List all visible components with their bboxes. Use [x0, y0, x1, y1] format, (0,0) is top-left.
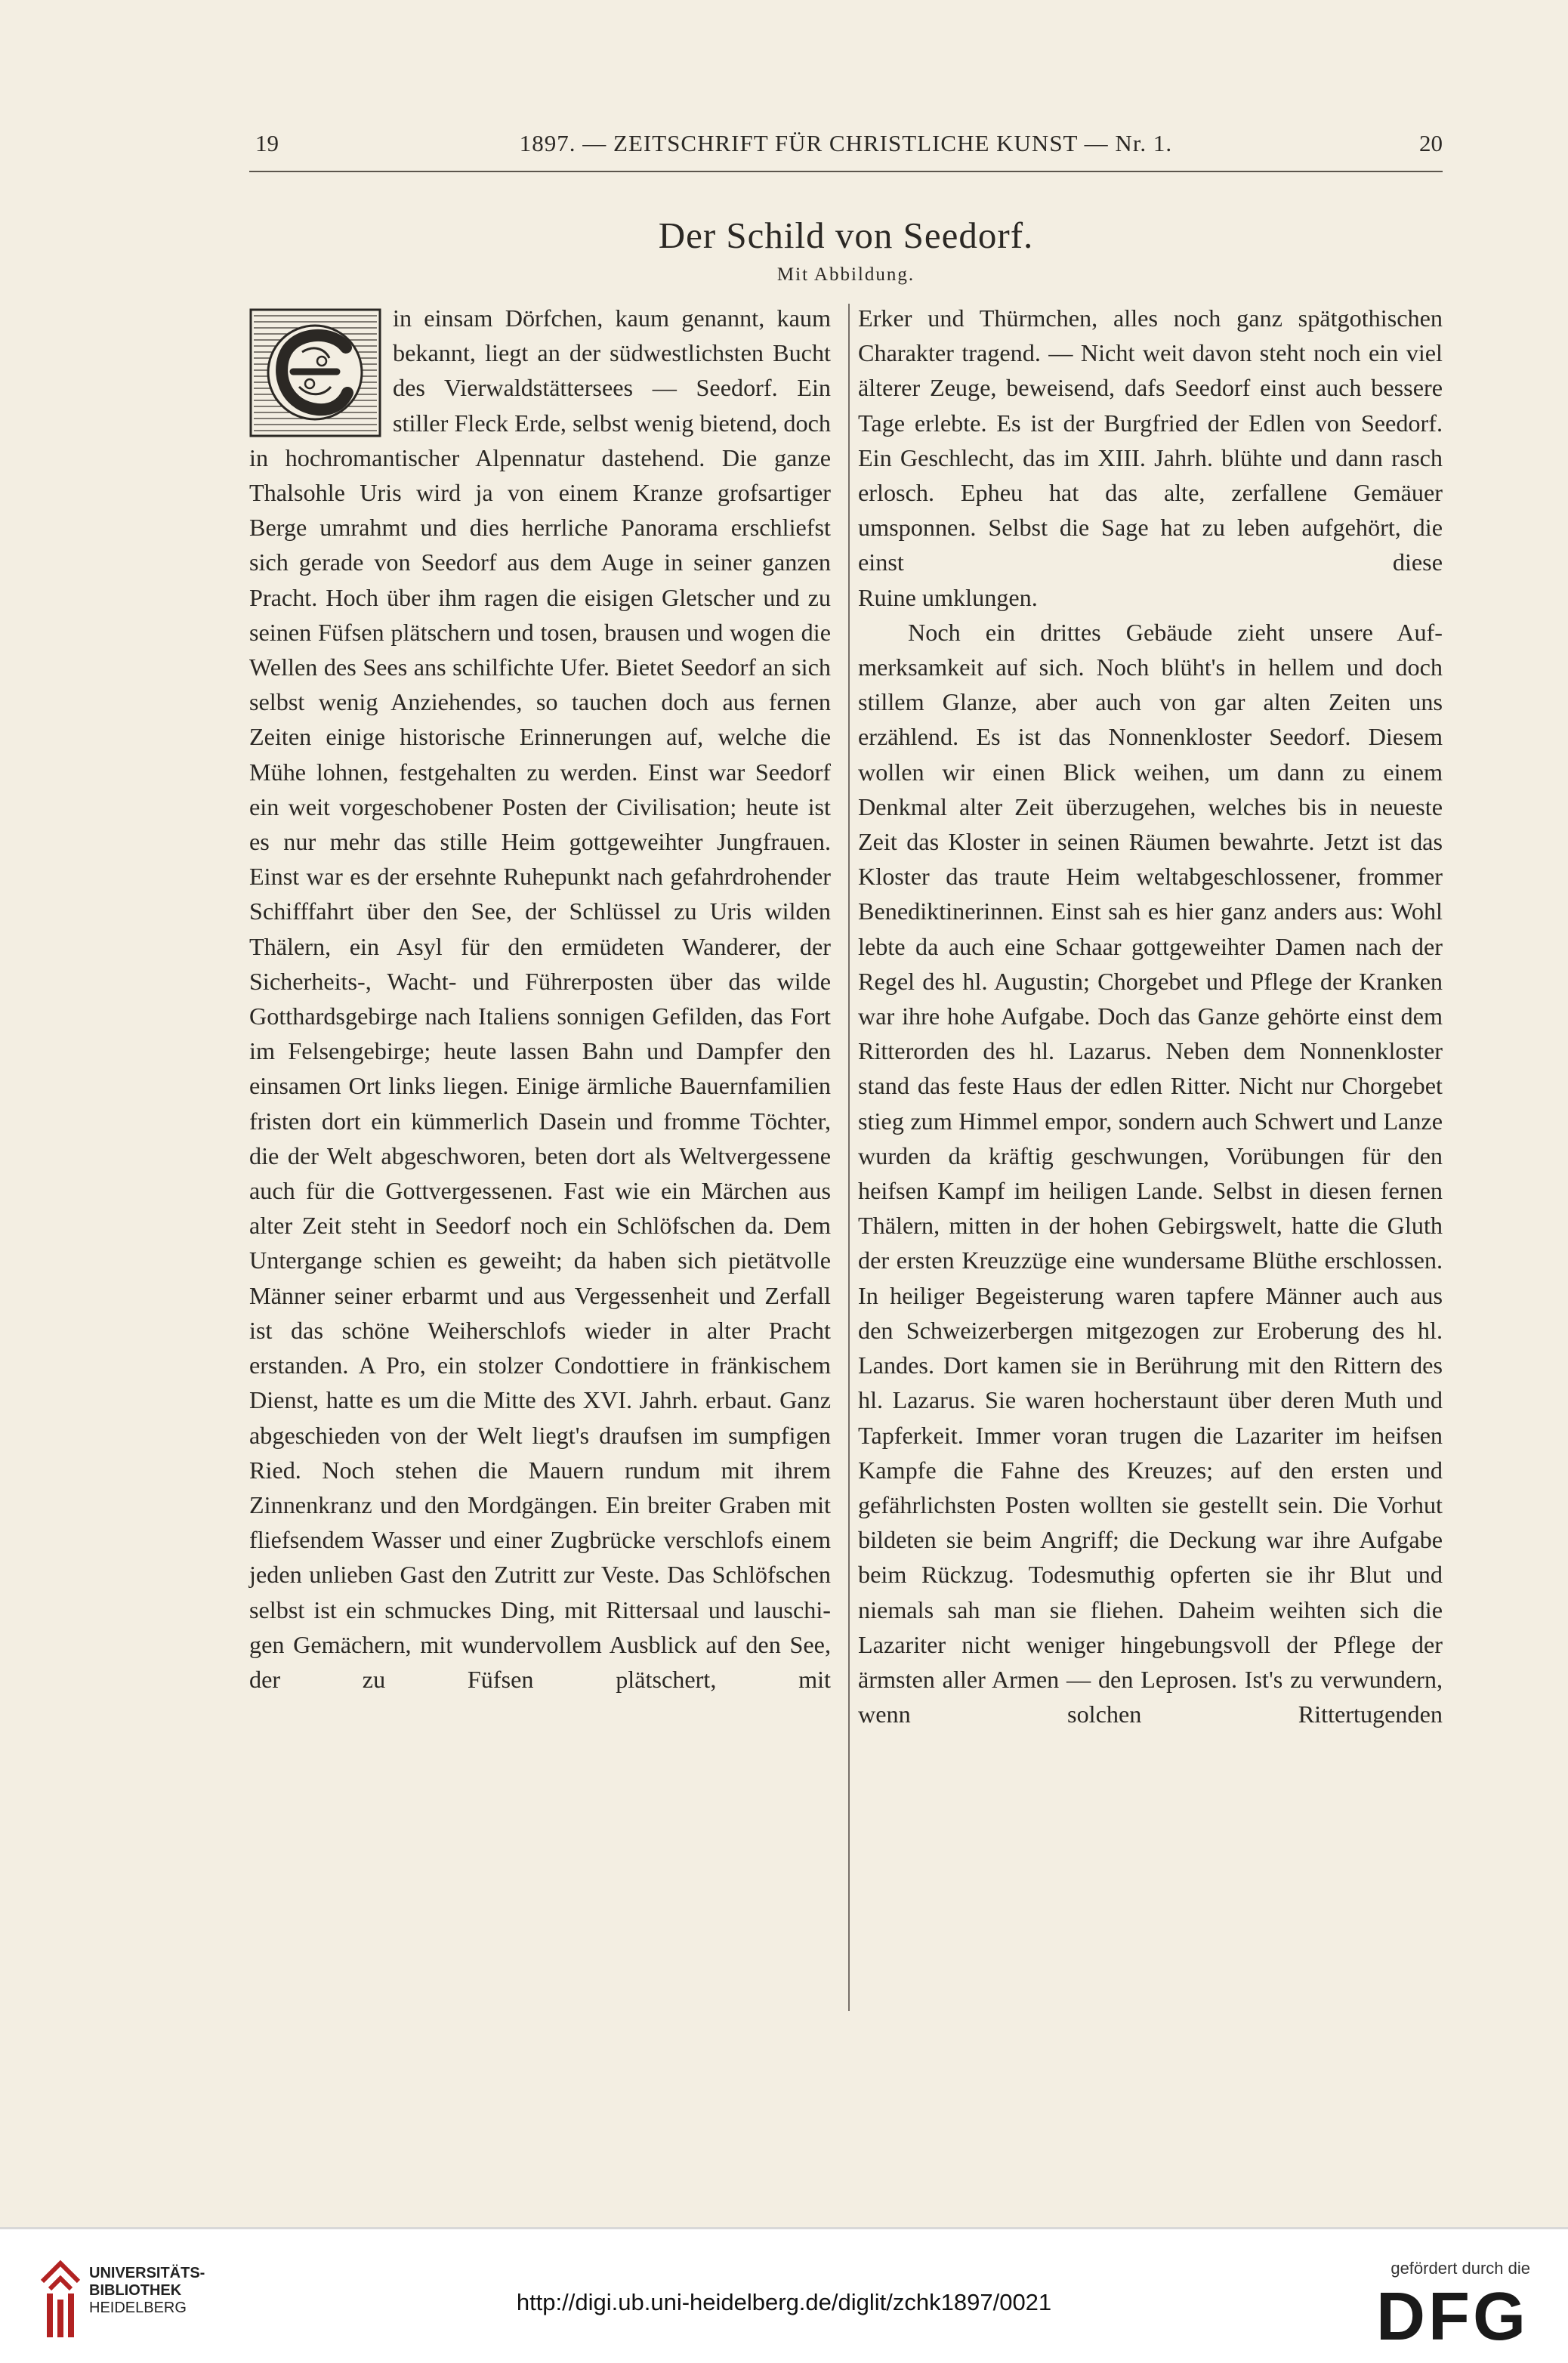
page-number-left: 19	[255, 130, 279, 156]
left-column	[249, 301, 831, 2016]
paragraph: in einsam Dörfchen, kaum genannt, kaum bekannt, liegt an der südwestlichsten Bucht des Vierwaldstättersees — Seedorf. Ein stiller Fleck Erde, selbst wenig bietend, doch in hochromantischer Alpennatur dastehend. Die ganze Thalsohle Uris wird ja von einem Kranze grofsartiger Berge umrahmt und dies herrliche Panorama erschliefst sich gerade von Seedorf aus dem Auge in seiner ganzen Pracht. Hoch über ihm ragen die eisigen Gletscher und zu seinen Füfsen plätschern und tosen, brausen und wogen die Wellen des Sees ans schilfichte Ufer. Bietet Seedorf an sich selbst wenig Anziehendes, so tauchen doch aus fernen Zeiten einige historische Erinnerungen auf, welche die Mühe lohnen, festgehalten zu werden. Einst war Seedorf ein weit vorgeschobener Posten der Civilisation; heute ist es nur mehr das stille Heim gottgeweihter Jungfrauen. Einst war es der ersehnte Ruhepunkt nach gefahrdrohender Schifffahrt über den See, der Schlüssel zu Uris wilden Thälern, ein Asyl für den ermüdeten Wanderer, der Sicherheits-, Wacht- und Führerposten über das wilde Gotthardsgebirge nach Italiens sonnigen Gefilden, das Fort im Felsengebirge; heute lassen Bahn und Dampfer den einsamen Ort links liegen. Einige ärmliche Bauernfamilien fristen dort ein kümmerlich Dasein und fromme Töchter, die der Welt abgeschworen, beten dort als Weltvergessene auch für die Gottvergessenen. Fast wie ein Märchen aus alter Zeit steht in Seedorf noch ein Schlöfschen da. Dem Untergange schien es geweiht; da haben sich pietätvolle Männer seiner erbarmt und aus Vergessenheit und Zerfall ist das schöne Weiherschlofs wieder in alter Pracht erstanden. A Pro, ein stolzer Condottiere in fränkischem Dienst, hatte es um die Mitte des XVI. Jahrh. erbaut. Ganz abgeschieden von der Welt liegt's draufsen im sumpfigen Ried. Noch stehen die Mauern rundum mit ihrem Zinnenkranz und den Mordgängen. Ein breiter Graben mit fliefsendem Wasser und einer Zugbrücke verschlofs einem jeden unlieben Gast den Zutritt zur Veste. Das Schlöfschen selbst ist ein schmuckes Ding, mit Rittersaal und lauschigen Gemächern, mit wundervollem Ausblick auf den See, der zu Füfsen plätschert, mit	[249, 304, 831, 1693]
column-divider	[848, 304, 850, 2011]
header-rule	[249, 171, 1443, 172]
dfg-logo: DFG	[1376, 2279, 1529, 2355]
permalink-url[interactable]: http://digi.ub.uni-heidelberg.de/diglit/zchk1897/0021	[516, 2289, 1052, 2315]
paragraph-last-line: Ruine umklungen.	[858, 583, 1038, 611]
university-library-name: UNIVERSITÄTS- BIBLIOTHEK HEIDELBERG	[89, 2265, 205, 2316]
journal-title: 1897. — ZEITSCHRIFT FÜR CHRISTLICHE KUNST — Nr. 1.	[519, 130, 1173, 156]
article-subtitle: Mit Abbildung.	[776, 264, 915, 285]
page-number-right: 20	[1419, 130, 1443, 156]
decorated-initial-e-icon	[249, 308, 381, 437]
sponsor-note: gefördert durch die	[1391, 2259, 1530, 2278]
paragraph	[858, 301, 1443, 615]
paragraph: Noch ein drittes Gebäude zieht unsere Aufmerksamkeit auf sich. Noch blüht's in hellem und doch stillem Glanze, aber auch von gar alten Zeiten uns erzählend. Es ist das Nonnenkloster Seedorf. Diesem wollen wir einen Blick weihen, um dann zu einem Denkmal alter Zeit überzugehen, welches bis in neueste Zeit das Kloster in seinen Räumen bewahrte. Jetzt ist das Kloster das traute Heim weltabgeschlossener, frommer Benediktinerinnen. Einst sah es hier ganz anders aus: Wohl lebte da auch eine Schaar gottgeweihter Damen nach der Regel des hl. Augustin; Chorgebet und Pflege der Kranken war ihre hohe Aufgabe. Doch das Ganze gehörte einst dem Ritterorden des hl. Lazarus. Neben dem Nonnenkloster stand das feste Haus der edlen Ritter. Nicht nur Chorgebet stieg zum Himmel empor, sondern auch Schwert und Lanze wurden da kräftig geschwungen, Vorübungen für den heifsen Kampf im heiligen Lande. Selbst in diesen fernen Thälern, mitten in der hohen Gebirgswelt, hatte die Gluth der ersten Kreuzzüge eine wundersame Blüthe erschlossen. In heiliger Begeisterung waren tapfere Männer auch aus den Schweizerbergen mitgezogen zur Eroberung des hl. Landes. Dort kamen sie in Berührung mit den Rittern des hl. Lazarus. Sie waren hocherstaunt über deren Muth und Tapferkeit. Immer voran trugen die Lazariter im heifsen Kampfe die Fahne des Kreuzes; auf den ersten und gefährlichsten Posten wollten sie gestellt sein. Die Vorhut bildeten sie beim Angriff; die Deckung war ihre Aufgabe beim Rückzug. Todesmuthig opferten sie ihr Blut und niemals sah man sie fliehen. Daheim weihten sich die Lazariter nicht weniger hingebungsvoll der Pflege der ärmsten aller Armen — den Leprosen. Ist's zu verwundern, wenn solchen Rittertugenden	[858, 618, 1443, 1728]
right-column	[858, 301, 1443, 2016]
paragraph-text: Erker und Thürmchen, alles noch ganz spätgothischen Charakter tragend. — Nicht weit davon steht noch ein viel älterer Zeuge, beweisend, dafs Seedorf einst auch bessere Tage erlebte. Es ist der Burgfried der Edlen von Seedorf. Ein Geschlecht, das im XIII. Jahrh. blühte und dann rasch erlosch. Epheu hat das alte, zerfallene Gemäuer umsponnen. Selbst die Sage hat zu leben aufgehört, die einst diese	[858, 304, 1443, 576]
article-title: Der Schild von Seedorf.	[658, 215, 1034, 256]
running-head	[249, 130, 1443, 160]
